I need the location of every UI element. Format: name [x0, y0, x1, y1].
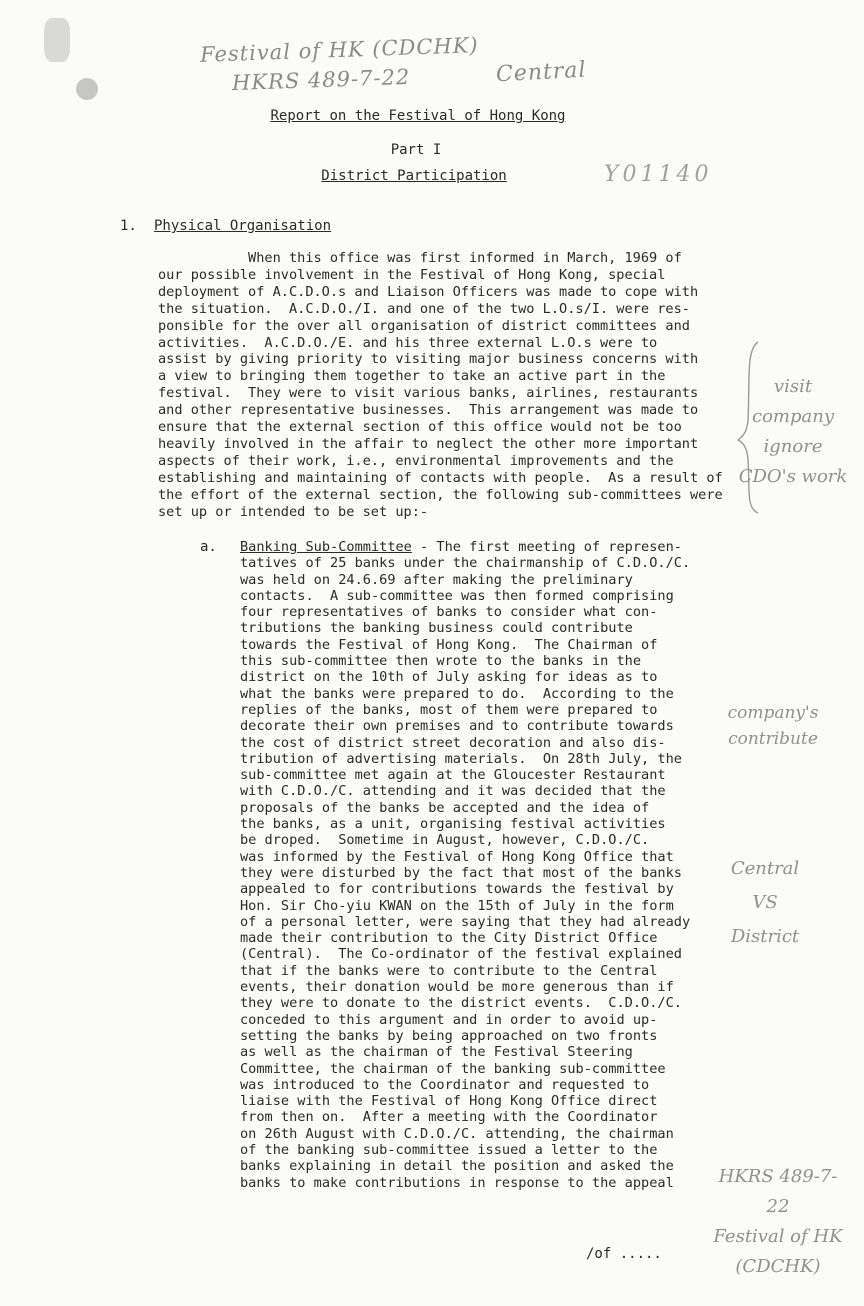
paragraph-physical-organisation: When this office was first informed in March, 1969 of our possible involvement in the Festival of Hong Kong, special deployment of A.C.D.O.s and Liaison Officers was made to cope with the situation. A.C.D.O./I. and one of the two L.O.s/I. were res- ponsible for the over all organisation of district committees and activities. A.C.D.O./E. and his three external L.O.s were to assist by giving priority to visiting major business concerns with a view to bringing them together to take an active part in the festival. They were to visit various banks, airlines, restaurants and other representative businesses. This arrangement was made to ensure that the external section of this office would not be too heavily involved in the affair to neglect the other more important aspects of their work, i.e., environmental improvements and the establishing and maintaining of contacts with people. As a result of the effort of the external section, the following sub-committees were set up or intended to be set up:- [158, 250, 723, 520]
item-label: a. [200, 539, 217, 555]
margin-note-visit: visit company ignore CDO's work [738, 376, 848, 487]
handwritten-central: Central [495, 57, 588, 88]
item-body: tatives of 25 banks under the chairmanship of C.D.O./C. was held on 24.6.69 after making the preliminary contacts. A sub-committee was then formed comprising four representatives of banks to consider what con- tributions the banking business could contribute towards the Festival of Hong Kong. The Chairman of this sub-committee then wrote to the banks in the district on the 10th of July asking for ideas as to what the banks were prepared to do. According to the replies of the banks, most of them were prepared to decorate their own premises and to contribute towards the cost of district street decoration and also dis- tribution of advertising materials. On 28th July, the sub-committee met again at the Gloucester Restaurant with C.D.O./C. attending and it was decided that the proposals of the banks be accepted and the idea of the banks, as a unit, organising festival activities be droped. Sometime in August, however, C.D.O./C. was informed by the Festival of Hong Kong Office that they were disturbed by the fact that most of the banks appealed to for contributions towards the festival by Hon. Sir Cho-yiu KWAN on the 15th of July in the form of a personal letter, were saying that they had already made their contribution to the City District Office (Central). The Co-ordinator of the festival explained that if the banks were to contribute to the Central events, their donation would be more generous than if they were to donate to the district events. C.D.O./C. conceded to this argument and in order to avoid up- setting the banks by being approached on two fronts as well as the chairman of the Festival Steering Committee, the chairman of the banking sub-committee was introduced to the Coordinator and requested to liaise with the Festival of Hong Kong Office direct from then on. After a meeting with the Coordinator on 26th August with C.D.O./C. attending, the chairman of the banking sub-committee issued a letter to the banks explaining in detail the position and asked the banks to make contributions in response to the appeal [240, 555, 691, 1191]
part-heading: Part I [390, 142, 442, 158]
margin-note-company: company's contribute [727, 703, 819, 749]
report-title: Report on the Festival of Hong Kong [270, 108, 566, 124]
handwritten-ref-number: Y01140 [604, 162, 713, 187]
section-number: 1. [120, 218, 137, 234]
item-heading: Banking Sub-Committee [240, 539, 412, 555]
section-heading [120, 218, 331, 234]
margin-note-archive-ref: HKRS 489-7-22 Festival of HK (CDCHK) [713, 1166, 843, 1277]
paragraph-banking-subcommittee [240, 539, 690, 1191]
section-title: Physical Organisation [154, 218, 332, 234]
continuation-marker: /of ..... [586, 1246, 662, 1262]
margin-note-central-vs-district: Central VS District [730, 858, 800, 947]
scan-smudge [76, 78, 98, 100]
handwritten-archive-title: Festival of HK (CDCHK) [199, 33, 480, 67]
part-subtitle: District Participation [321, 168, 507, 184]
item-first-line: - The first meeting of represen- [411, 539, 682, 555]
scan-smudge [44, 18, 70, 62]
handwritten-archive-ref: HKRS 489-7-22 [231, 64, 411, 96]
